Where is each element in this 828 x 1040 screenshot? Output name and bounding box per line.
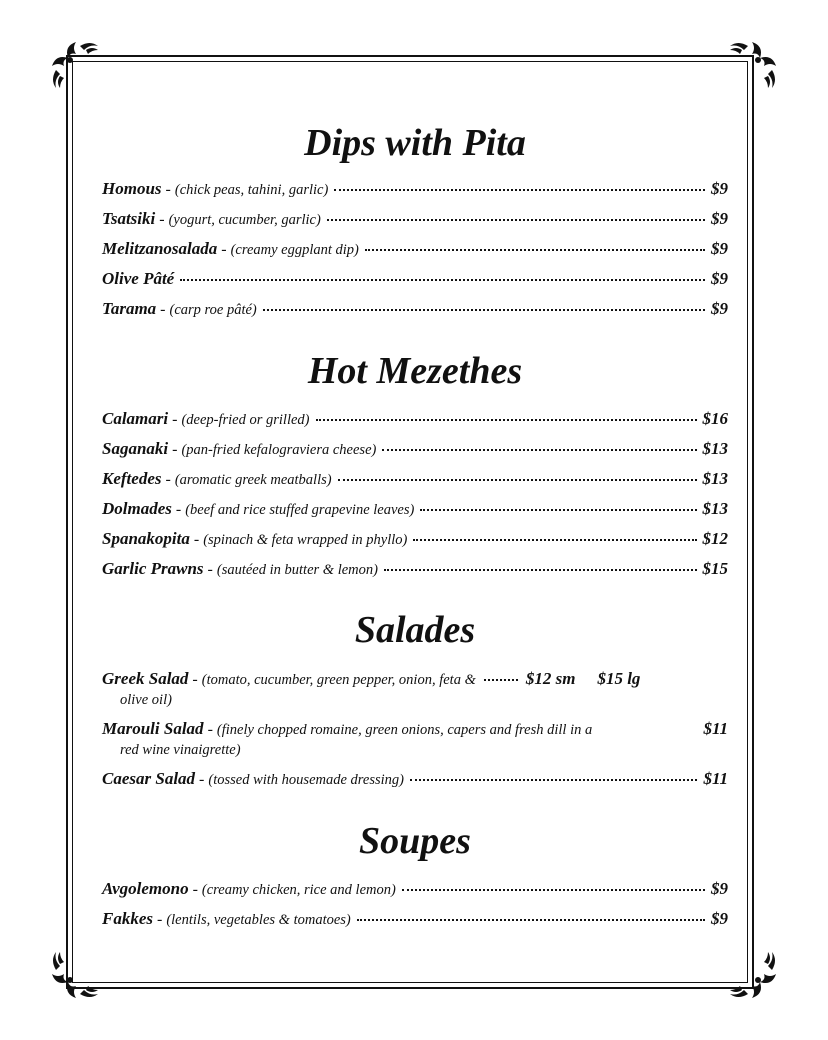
item-desc: (chick peas, tahini, garlic) bbox=[174, 182, 329, 198]
item-name: Melitzanosalada bbox=[102, 239, 218, 258]
item-desc: (pan-fried kefalograviera cheese) bbox=[181, 442, 377, 458]
menu-item: Melitzanosalada - (creamy eggplant dip) $9 bbox=[102, 239, 728, 258]
item-price: $15 bbox=[702, 559, 728, 578]
item-price: $9 bbox=[711, 179, 728, 198]
section-title-hot-mezethes: Hot Mezethes bbox=[307, 350, 523, 392]
menu-item: Fakkes - (lentils, vegetables & tomatoes) $9 bbox=[102, 909, 728, 928]
item-price: $13 bbox=[702, 499, 728, 518]
item-name: Caesar Salad bbox=[102, 769, 196, 788]
item-desc: (carp roe pâté) bbox=[169, 302, 257, 318]
item-name: Tarama bbox=[102, 299, 157, 318]
item-desc-continued: olive oil) bbox=[120, 692, 172, 708]
corner-ornament-icon bbox=[722, 944, 782, 1004]
item-name: Saganaki bbox=[102, 439, 169, 458]
corner-ornament-icon bbox=[46, 944, 106, 1004]
menu-item: Tsatsiki - (yogurt, cucumber, garlic) $9 bbox=[102, 209, 728, 228]
item-desc: (aromatic greek meatballs) bbox=[174, 472, 332, 488]
item-price-small: $12 sm bbox=[525, 669, 576, 688]
item-name: Garlic Prawns bbox=[102, 559, 204, 578]
menu-item: Marouli Salad - (finely chopped romaine, green onions, capers and fresh dill in a $11 red wine vinaigrette) bbox=[102, 719, 728, 758]
item-price: $11 bbox=[703, 719, 728, 738]
section-title-dips: Dips with Pita bbox=[304, 122, 526, 164]
menu-item: Caesar Salad - (tossed with housemade dressing) $11 bbox=[102, 769, 728, 788]
item-price: $9 bbox=[711, 879, 728, 898]
menu-item: Keftedes - (aromatic greek meatballs) $13 bbox=[102, 469, 728, 488]
item-name: Dolmades bbox=[102, 499, 172, 518]
item-price: $9 bbox=[711, 239, 728, 258]
corner-ornament-icon bbox=[46, 36, 106, 96]
corner-ornament-icon bbox=[722, 36, 782, 96]
item-name: Calamari bbox=[102, 409, 169, 428]
item-name: Fakkes bbox=[102, 909, 153, 928]
item-price: $9 bbox=[711, 209, 728, 228]
menu-item: Greek Salad - (tomato, cucumber, green pepper, onion, feta & $12 sm $15 lg olive oil) bbox=[102, 669, 728, 710]
item-price: $13 bbox=[702, 469, 728, 488]
item-desc: (beef and rice stuffed grapevine leaves) bbox=[185, 502, 415, 518]
section-title-salades: Salades bbox=[354, 609, 476, 651]
item-name: Greek Salad bbox=[102, 669, 189, 688]
menu-item: Tarama - (carp roe pâté) $9 bbox=[102, 299, 728, 318]
item-name: Avgolemono bbox=[102, 879, 189, 898]
menu-item: Calamari - (deep-fried or grilled) $16 bbox=[102, 409, 728, 428]
item-desc: (yogurt, cucumber, garlic) bbox=[168, 212, 321, 228]
item-name: Marouli Salad bbox=[102, 719, 204, 738]
item-desc: (tomato, cucumber, green pepper, onion, feta & bbox=[201, 672, 476, 688]
menu-item: Homous - (chick peas, tahini, garlic) $9 bbox=[102, 179, 728, 198]
section-title-soupes: Soupes bbox=[359, 820, 471, 862]
item-desc: (sautéed in butter & lemon) bbox=[216, 562, 378, 578]
item-price: $16 bbox=[702, 409, 728, 428]
item-price: $9 bbox=[711, 299, 728, 318]
item-name: Olive Pâté bbox=[102, 269, 175, 288]
item-price: $13 bbox=[702, 439, 728, 458]
item-desc: (spinach & feta wrapped in phyllo) bbox=[203, 532, 408, 548]
item-desc: (tossed with housemade dressing) bbox=[208, 772, 404, 788]
item-name: Homous bbox=[102, 179, 162, 198]
item-price: $9 bbox=[711, 269, 728, 288]
menu-item bbox=[102, 269, 728, 299]
item-name: Keftedes bbox=[102, 469, 162, 488]
item-desc: (deep-fried or grilled) bbox=[181, 412, 310, 428]
item-price: $12 bbox=[702, 529, 728, 548]
item-price: $9 bbox=[711, 909, 728, 928]
item-price-large: $15 lg bbox=[597, 669, 641, 688]
menu-item: Saganaki - (pan-fried kefalograviera cheese) $13 bbox=[102, 439, 728, 458]
item-desc: (lentils, vegetables & tomatoes) bbox=[166, 912, 351, 928]
menu-item: Garlic Prawns - (sautéed in butter & lemon) $15 bbox=[102, 559, 728, 578]
item-name: Tsatsiki bbox=[102, 209, 156, 228]
item-desc: (finely chopped romaine, green onions, capers and fresh dill in a bbox=[216, 722, 593, 738]
item-price: $11 bbox=[703, 769, 728, 788]
item-desc: (creamy chicken, rice and lemon) bbox=[201, 882, 396, 898]
item-desc: (creamy eggplant dip) bbox=[230, 242, 359, 258]
menu-item: Avgolemono - (creamy chicken, rice and lemon) $9 bbox=[102, 879, 728, 898]
menu-item: Spanakopita - (spinach & feta wrapped in phyllo) $12 bbox=[102, 529, 728, 548]
menu-item: Dolmades - (beef and rice stuffed grapevine leaves) $13 bbox=[102, 499, 728, 518]
item-name: Spanakopita bbox=[102, 529, 190, 548]
item-desc-continued: red wine vinaigrette) bbox=[120, 742, 241, 758]
